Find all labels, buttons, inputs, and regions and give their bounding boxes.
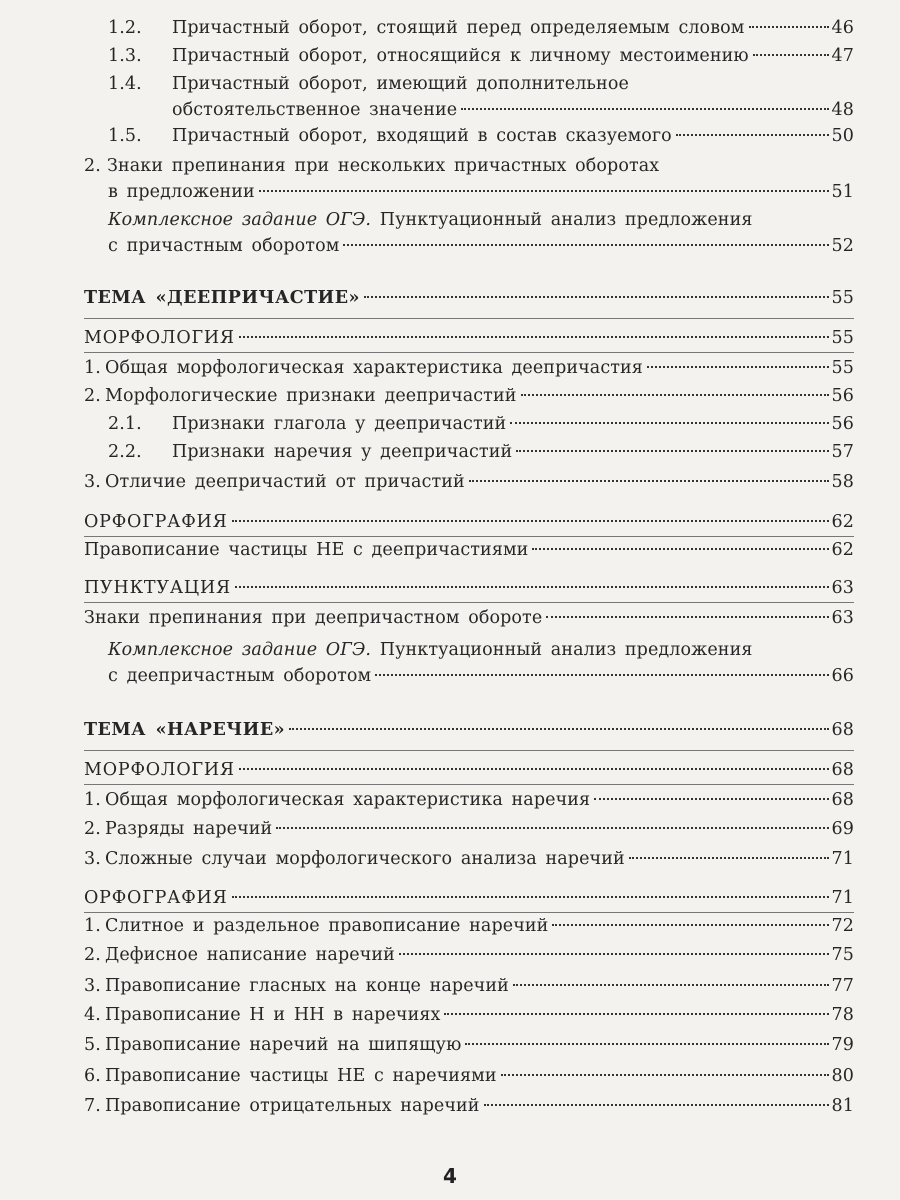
entry-page: 62 — [831, 540, 854, 560]
entry-title-line1: Пунктуационный анализ предложения — [379, 210, 753, 230]
entry-title: Слитное и раздельное правописание наречий — [105, 916, 549, 936]
toc-theme-heading — [84, 716, 854, 744]
dot-leader — [461, 108, 828, 110]
entry-page: 81 — [831, 1096, 854, 1116]
dot-leader — [469, 480, 829, 482]
entry-italic-label: Комплексное задание ОГЭ. — [108, 640, 372, 660]
entry-title: Правописание частицы НЕ с деепричастиями — [84, 540, 529, 560]
entry-number: 4. — [84, 1005, 101, 1025]
dot-leader — [399, 953, 829, 955]
dot-leader — [546, 616, 828, 618]
toc-section-heading — [84, 574, 854, 602]
entry-title: Правописание частицы НЕ с наречиями — [105, 1066, 497, 1086]
toc-entry — [84, 468, 854, 496]
dot-leader — [629, 857, 829, 859]
entry-number: 5. — [84, 1035, 101, 1055]
entry-number: 1.4. — [108, 74, 142, 94]
dot-leader — [532, 548, 828, 550]
dot-leader — [465, 1043, 828, 1045]
entry-number: 6. — [84, 1066, 101, 1086]
entry-number: 2. — [84, 156, 101, 176]
entry-title: Дефисное написание наречий — [105, 945, 395, 965]
entry-page: 51 — [831, 182, 854, 202]
dot-leader — [753, 54, 829, 56]
toc-entry — [84, 604, 854, 632]
entry-page: 72 — [831, 916, 854, 936]
entry-title: в предложении — [108, 182, 255, 202]
entry-title-line1: Пунктуационный анализ предложения — [379, 640, 753, 660]
entry-title-line1: Знаки препинания при нескольких причастных оборотах — [107, 156, 660, 176]
toc-section-heading — [84, 508, 854, 536]
toc-entry — [108, 14, 854, 42]
entry-page: 68 — [831, 760, 854, 780]
entry-number: 1. — [84, 358, 101, 378]
entry-number: 1. — [84, 790, 101, 810]
entry-page: 68 — [831, 790, 854, 810]
entry-page: 48 — [831, 100, 854, 120]
entry-number: 1.5. — [108, 126, 142, 146]
section-title: МОРФОЛОГИЯ — [84, 328, 235, 348]
divider — [84, 602, 854, 603]
entry-page: 56 — [831, 414, 854, 434]
divider — [84, 352, 854, 353]
toc-entry — [84, 845, 854, 873]
entry-title: Отличие деепричастий от причастий — [105, 472, 465, 492]
entry-title: Правописание наречий на шипящую — [105, 1035, 462, 1055]
entry-number: 2.1. — [108, 414, 142, 434]
dot-leader — [289, 728, 828, 730]
entry-title: Правописание отрицательных наречий — [105, 1096, 480, 1116]
entry-page: 46 — [831, 18, 854, 38]
dot-leader — [516, 450, 828, 452]
toc-theme-heading — [84, 284, 854, 312]
entry-page: 71 — [831, 849, 854, 869]
entry-page: 52 — [831, 236, 854, 256]
toc-entry — [84, 912, 854, 940]
divider — [84, 750, 854, 751]
toc-entry — [84, 786, 854, 814]
toc-entry — [84, 636, 854, 664]
toc-entry — [108, 70, 854, 98]
toc-entry-continuation — [84, 178, 854, 206]
entry-page: 62 — [831, 512, 854, 532]
entry-title: Признаки глагола у деепричастий — [172, 414, 507, 434]
entry-page: 55 — [831, 328, 854, 348]
dot-leader — [444, 1013, 828, 1015]
dot-leader — [676, 134, 829, 136]
dot-leader — [594, 798, 828, 800]
dot-leader — [552, 924, 828, 926]
entry-title-line1: Причастный оборот, имеющий дополнительное — [172, 74, 629, 94]
toc-section-heading — [84, 324, 854, 352]
dot-leader — [647, 366, 829, 368]
entry-number: 3. — [84, 472, 101, 492]
entry-title: Причастный оборот, относящийся к личному местоимению — [172, 46, 749, 66]
entry-page: 58 — [831, 472, 854, 492]
entry-page: 63 — [831, 578, 854, 598]
toc-entry — [108, 42, 854, 70]
toc-entry — [108, 410, 854, 438]
entry-page: 50 — [831, 126, 854, 146]
entry-page: 57 — [831, 442, 854, 462]
dot-leader — [276, 827, 828, 829]
entry-page: 79 — [831, 1035, 854, 1055]
toc-entry — [84, 152, 854, 180]
page-number: 4 — [443, 1164, 457, 1188]
toc-entry — [84, 1062, 854, 1090]
entry-number: 1.2. — [108, 18, 142, 38]
toc-entry — [84, 972, 854, 1000]
dot-leader — [501, 1074, 829, 1076]
toc-entry — [84, 382, 854, 410]
entry-number: 2. — [84, 945, 101, 965]
entry-title: с причастным оборотом — [108, 236, 340, 256]
entry-page: 69 — [831, 819, 854, 839]
dot-leader — [232, 520, 829, 522]
toc-entry — [108, 122, 854, 150]
entry-number: 2.2. — [108, 442, 142, 462]
dot-leader — [510, 422, 828, 424]
theme-title: ТЕМА «НАРЕЧИЕ» — [84, 720, 286, 740]
entry-number: 1. — [84, 916, 101, 936]
entry-number: 3. — [84, 849, 101, 869]
section-title: ОРФОГРАФИЯ — [84, 512, 228, 532]
dot-leader — [239, 336, 829, 338]
entry-title: Правописание гласных на конце наречий — [105, 976, 509, 996]
divider — [84, 318, 854, 319]
dot-leader — [235, 586, 829, 588]
entry-title: Знаки препинания при деепричастном обороте — [84, 608, 543, 628]
dot-leader — [749, 26, 829, 28]
entry-italic-label: Комплексное задание ОГЭ. — [108, 210, 372, 230]
entry-page: 71 — [831, 888, 854, 908]
entry-page: 78 — [831, 1005, 854, 1025]
toc-entry — [108, 438, 854, 466]
divider — [84, 784, 854, 785]
dot-leader — [364, 296, 829, 298]
entry-page: 56 — [831, 386, 854, 406]
toc-section-heading — [84, 756, 854, 784]
toc-entry — [84, 1031, 854, 1059]
entry-title: Общая морфологическая характеристика наречия — [105, 790, 591, 810]
entry-number: 2. — [84, 819, 101, 839]
theme-title: ТЕМА «ДЕЕПРИЧАСТИЕ» — [84, 288, 360, 308]
entry-page: 47 — [831, 46, 854, 66]
entry-title: Разряды наречий — [105, 819, 273, 839]
entry-page: 68 — [831, 720, 854, 740]
dot-leader — [484, 1104, 829, 1106]
toc-entry-continuation — [84, 232, 854, 260]
entry-page: 66 — [831, 666, 854, 686]
dot-leader — [375, 674, 828, 676]
entry-title: Сложные случаи морфологического анализа наречий — [105, 849, 625, 869]
entry-title: Правописание Н и НН в наречиях — [105, 1005, 441, 1025]
entry-page: 63 — [831, 608, 854, 628]
section-title: ПУНКТУАЦИЯ — [84, 578, 231, 598]
entry-title: Морфологические признаки деепричастий — [105, 386, 517, 406]
entry-number: 1.3. — [108, 46, 142, 66]
toc-entry — [84, 1001, 854, 1029]
toc-entry — [84, 536, 854, 564]
toc-entry-continuation — [108, 96, 854, 124]
toc-entry — [84, 206, 854, 234]
dot-leader — [343, 244, 828, 246]
toc-section-heading — [84, 884, 854, 912]
entry-page: 80 — [831, 1066, 854, 1086]
entry-page: 77 — [831, 976, 854, 996]
entry-page: 75 — [831, 945, 854, 965]
section-title: МОРФОЛОГИЯ — [84, 760, 235, 780]
entry-number: 7. — [84, 1096, 101, 1116]
entry-title: обстоятельственное значение — [172, 100, 458, 120]
toc-entry — [84, 815, 854, 843]
entry-title: Причастный оборот, входящий в состав сказуемого — [172, 126, 672, 146]
toc-entry — [84, 1092, 854, 1120]
entry-title: с деепричастным оборотом — [108, 666, 372, 686]
entry-page: 55 — [831, 358, 854, 378]
dot-leader — [232, 896, 829, 898]
toc-entry — [84, 941, 854, 969]
section-title: ОРФОГРАФИЯ — [84, 888, 228, 908]
entry-title: Причастный оборот, стоящий перед определяемым словом — [172, 18, 745, 38]
entry-title: Общая морфологическая характеристика деепричастия — [105, 358, 643, 378]
entry-page: 55 — [831, 288, 854, 308]
toc-entry — [84, 354, 854, 382]
entry-title: Признаки наречия у деепричастий — [172, 442, 513, 462]
dot-leader — [521, 394, 829, 396]
entry-number: 2. — [84, 386, 101, 406]
toc-entry-continuation — [84, 662, 854, 690]
entry-number: 3. — [84, 976, 101, 996]
dot-leader — [239, 768, 829, 770]
dot-leader — [259, 190, 829, 192]
dot-leader — [513, 984, 829, 986]
